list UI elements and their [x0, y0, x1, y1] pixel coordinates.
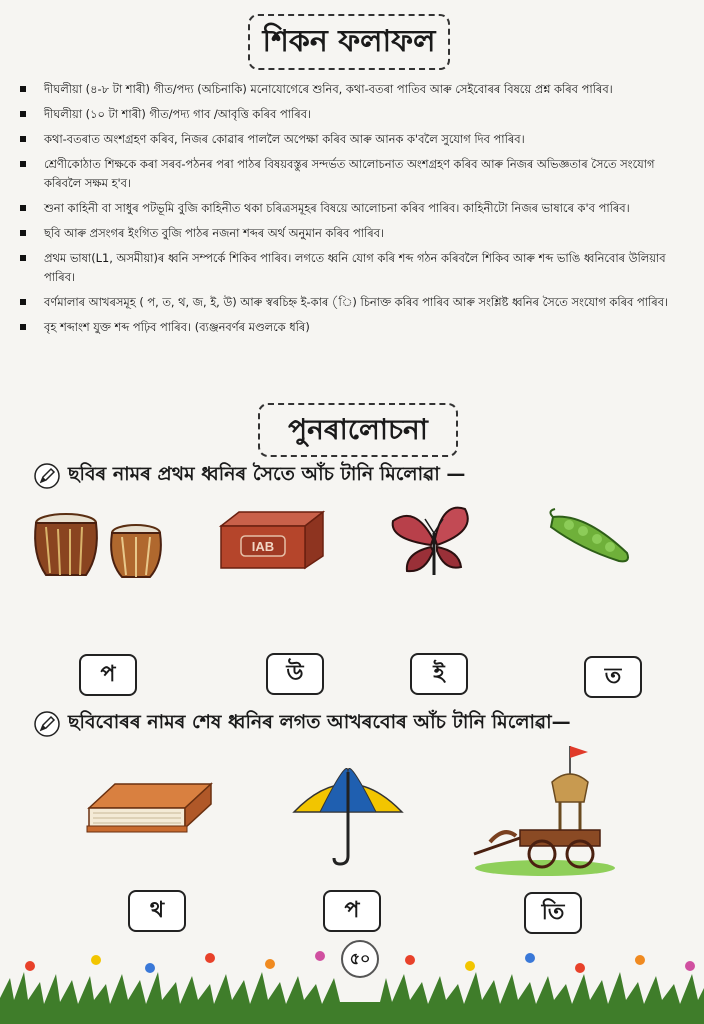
letter-box[interactable]: থ: [128, 890, 186, 932]
pea-pod-image: [545, 505, 635, 567]
exercise2-instruction: [34, 708, 571, 740]
outcome-item: দীঘলীয়া (১০ টা শাৰী) গীত/পদ্য গাব /আবৃত্তি কৰিব পাৰিব।: [18, 105, 683, 124]
letter-box[interactable]: প: [79, 654, 137, 696]
letter-box[interactable]: তি: [524, 892, 582, 934]
outcome-item: ছবি আৰু প্ৰসংগৰ ইংগিত বুজি পাঠৰ নজনা শব্দৰ অৰ্থ অনুমান কৰিব পাৰিব।: [18, 224, 683, 243]
outcome-item: দীঘলীয়া (৪-৮ টা শাৰী) গীত/পদ্য (অচিনাকি) মনোযোগেৰে শুনিব, কথা-বতৰা পাতিব আৰু সেইবোৰৰ বিষয়ে প্ৰশ্ন কৰিব পাৰিব।: [18, 80, 683, 99]
butterfly-image: [385, 495, 481, 581]
outcome-item: বৃহ শব্দাংশ যুক্ত শব্দ পঢ়িব পাৰিব। (ব্যঞ্জনবৰ্ণৰ মণ্ডলকে ধৰি): [18, 318, 683, 337]
exercise1-instruction: [34, 460, 465, 492]
letter-box[interactable]: প: [323, 890, 381, 932]
exercise1-instruction-text: ছবিৰ নামৰ প্ৰথম ধ্বনিৰ সৈতে আঁচ টানি মিলোৱা —: [68, 463, 466, 485]
page-number: ৫০: [341, 940, 379, 978]
letter-box[interactable]: উ: [266, 653, 324, 695]
letter-box[interactable]: ই: [410, 653, 468, 695]
learning-outcomes-title: শিকন ফলাফল: [248, 14, 450, 70]
review-title: পুনৰালোচনা: [258, 403, 458, 457]
chariot-image: [470, 742, 620, 882]
pencil-icon: [34, 463, 60, 489]
pencil-icon: [34, 711, 60, 737]
brick-label: IAB: [251, 539, 275, 554]
umbrella-image: [290, 768, 406, 868]
outcome-item: প্ৰথম ভাষা(L1, অসমীয়া)ৰ ধ্বনি সম্পৰ্কে শিকিব পাৰিব। লগতে ধ্বনি যোগ কৰি শব্দ গঠন কৰিবলৈ শিকিব আৰু শব্দ ভাঙি ধ্বনিবোৰ উলিয়াব পাৰিব।: [18, 249, 683, 287]
exercise2-instruction-text: ছবিবোৰৰ নামৰ শেষ ধ্বনিৰ লগত আখৰবোৰ আঁচ টানি মিলোৱা—: [68, 711, 571, 733]
outcome-item: কথা-বতৰাত অংশগ্ৰহণ কৰিব, নিজৰ কোৱাৰ পাললৈ অপেক্ষা কৰিব আৰু আনক ক'বলৈ সুযোগ দিব পাৰিব।: [18, 130, 683, 149]
brick-image: [215, 508, 327, 572]
outcome-item: শুনা কাহিনী বা সাধুৰ পটভূমি বুজি কাহিনীত থকা চৰিত্ৰসমূহৰ বিষয়ে আলোচনা কৰিব পাৰিব। কাহিনীটো নিজৰ ভাষাৰে ক'ব পাৰিব।: [18, 199, 683, 218]
outcome-item: শ্ৰেণীকোঠাত শিক্ষকে কৰা সৰব-পঠনৰ পৰা পাঠৰ বিষয়বস্তুৰ সন্দৰ্ভত আলোচনাত অংশগ্ৰহণ কৰিব আৰু নিজৰ অভিজ্ঞতাৰ সৈতে সংযোগ কৰিবলৈ সক্ষম হ'ব।: [18, 155, 683, 193]
letter-box[interactable]: ত: [584, 656, 642, 698]
tabla-image: [30, 505, 170, 585]
learning-outcomes-list: [18, 80, 683, 343]
book-image: [85, 778, 215, 838]
outcome-item: বৰ্ণমালাৰ আখৰসমূহ ( প, ত, থ, জ, ই, উ) আৰু স্বৰচিহ্ন ই-কাৰ (ি) চিনাক্ত কৰিব পাৰিব আৰু সংশ্লিষ্ট ধ্বনিৰ সৈতে সংযোগ কৰিব পাৰিব।: [18, 293, 683, 312]
